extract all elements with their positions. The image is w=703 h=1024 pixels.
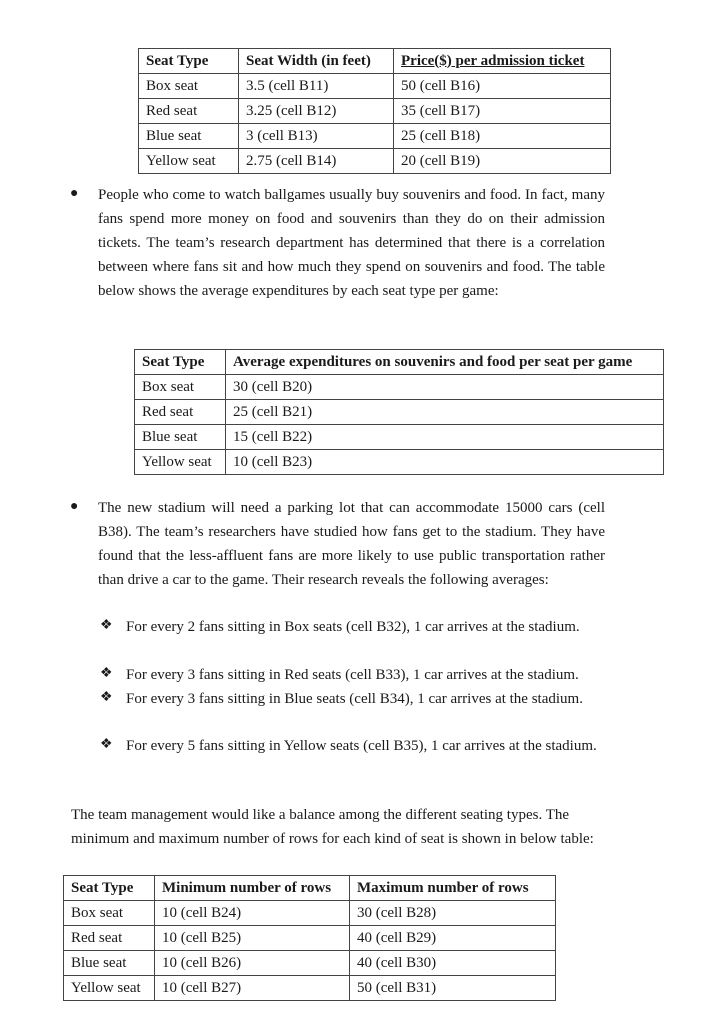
column-header: Maximum number of rows — [350, 876, 556, 901]
table-cell: 10 (cell B26) — [155, 951, 350, 976]
table-cell: Box seat — [135, 375, 226, 400]
table-cell: 50 (cell B31) — [350, 976, 556, 1001]
seat-price-table — [138, 48, 611, 174]
column-header: Seat Width (in feet) — [239, 49, 394, 74]
table-cell: 50 (cell B16) — [394, 74, 611, 99]
diamond-bullet-icon: ❖ — [100, 666, 113, 681]
table-cell: 10 (cell B27) — [155, 976, 350, 1001]
table-cell: Box seat — [139, 74, 239, 99]
bullet-icon: ● — [70, 186, 79, 201]
table-row — [139, 74, 611, 99]
table-cell: 15 (cell B22) — [226, 425, 664, 450]
table-row — [135, 450, 664, 475]
table-header-row — [139, 49, 611, 74]
sub-bullet-item: For every 2 fans sitting in Box seats (cell B32), 1 car arrives at the stadium. — [126, 619, 580, 635]
table-cell: Red seat — [135, 400, 226, 425]
diamond-bullet-icon: ❖ — [100, 618, 113, 633]
table-header-row — [135, 350, 664, 375]
rows-paragraph: The team management would like a balance among the different seating types. The minimum and maximum number of rows for each kind of seat is shown in below table: — [71, 807, 594, 847]
column-header: Average expenditures on souvenirs and food per seat per game — [226, 350, 664, 375]
table-cell: 25 (cell B21) — [226, 400, 664, 425]
table-cell: Yellow seat — [64, 976, 155, 1001]
table-row — [64, 951, 556, 976]
table-cell: 3 (cell B13) — [239, 124, 394, 149]
table-cell: 30 (cell B20) — [226, 375, 664, 400]
table-cell: Box seat — [64, 901, 155, 926]
table-row — [64, 976, 556, 1001]
table-cell: Yellow seat — [135, 450, 226, 475]
table-cell: 20 (cell B19) — [394, 149, 611, 174]
table-cell: Blue seat — [135, 425, 226, 450]
table-cell: Blue seat — [139, 124, 239, 149]
table-cell: Yellow seat — [139, 149, 239, 174]
table-row — [139, 149, 611, 174]
column-header: Seat Type — [135, 350, 226, 375]
table-cell: Blue seat — [64, 951, 155, 976]
table-cell: 2.75 (cell B14) — [239, 149, 394, 174]
table-cell: 10 (cell B24) — [155, 901, 350, 926]
column-header: Seat Type — [64, 876, 155, 901]
table-row — [64, 901, 556, 926]
table-row — [135, 375, 664, 400]
table-cell: 40 (cell B29) — [350, 926, 556, 951]
rows-table — [63, 875, 556, 1001]
table-cell: 35 (cell B17) — [394, 99, 611, 124]
table-cell: 10 (cell B23) — [226, 450, 664, 475]
table-header-row — [64, 876, 556, 901]
table-cell: Red seat — [64, 926, 155, 951]
sub-bullet-item: For every 3 fans sitting in Red seats (cell B33), 1 car arrives at the stadium. — [126, 667, 579, 683]
table-row — [135, 400, 664, 425]
diamond-bullet-icon: ❖ — [100, 737, 113, 752]
column-header: Price($) per admission ticket — [394, 49, 611, 74]
table-cell: 3.5 (cell B11) — [239, 74, 394, 99]
table-cell: 10 (cell B25) — [155, 926, 350, 951]
table-cell: 25 (cell B18) — [394, 124, 611, 149]
table-cell: Red seat — [139, 99, 239, 124]
table-cell: 30 (cell B28) — [350, 901, 556, 926]
expenditure-table — [134, 349, 664, 475]
table-row — [64, 926, 556, 951]
table-row — [139, 99, 611, 124]
sub-bullet-item: For every 5 fans sitting in Yellow seats (cell B35), 1 car arrives at the stadium. — [126, 738, 597, 754]
expenditure-paragraph: People who come to watch ballgames usually buy souvenirs and food. In fact, many fans spend more money on food and souvenirs than they do on their admission tickets. The team’s research department has determined that there is a correlation between where fans sit and how much they spend on souvenirs and food. The table below shows the average expenditures by each seat type per game: — [98, 187, 605, 299]
sub-bullet-item: For every 3 fans sitting in Blue seats (cell B34), 1 car arrives at the stadium. — [126, 691, 583, 707]
diamond-bullet-icon: ❖ — [100, 690, 113, 705]
parking-paragraph: The new stadium will need a parking lot that can accommodate 15000 cars (cell B38). The team’s researchers have studied how fans get to the stadium. They have found that the less-affluent fans are more likely to use public transportation rather than drive a car to the game. Their research reveals the following averages: — [98, 500, 605, 588]
table-row — [139, 124, 611, 149]
column-header: Seat Type — [139, 49, 239, 74]
table-row — [135, 425, 664, 450]
bullet-icon: ● — [70, 499, 79, 514]
table-cell: 3.25 (cell B12) — [239, 99, 394, 124]
table-cell: 40 (cell B30) — [350, 951, 556, 976]
column-header: Minimum number of rows — [155, 876, 350, 901]
